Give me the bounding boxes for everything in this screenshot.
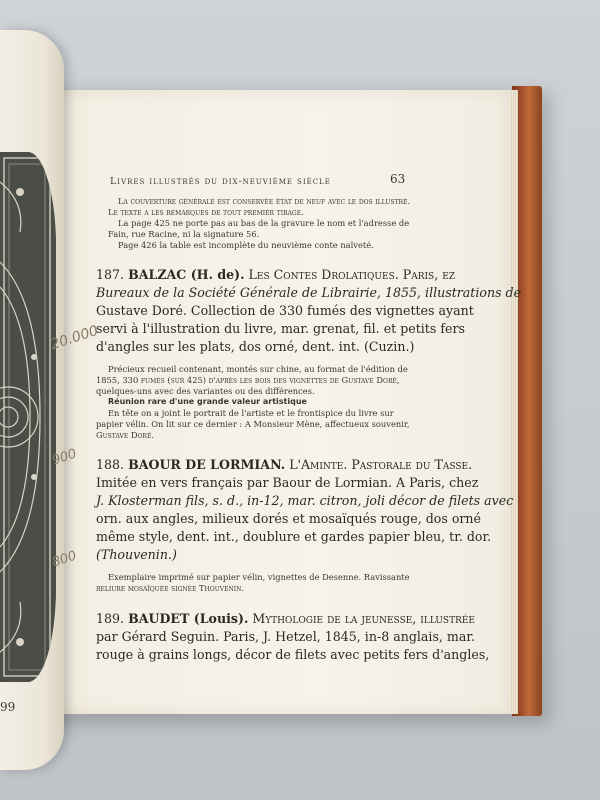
ornament-plate-image [0, 152, 56, 682]
entry-number: 187. [96, 267, 125, 282]
page-number: 63 [390, 172, 406, 186]
entry-line: orn. aux angles, milieux dorés et mosaïqués rouge, dos orné [96, 511, 481, 526]
facing-page [0, 30, 64, 770]
intro-note-line: La couverture générale est conservée état de neuf avec le dos illustré. [118, 196, 411, 206]
pencil-price-mark: 900 [50, 446, 79, 469]
entry-number: 188. [96, 457, 125, 472]
entry-188-first-line [96, 456, 472, 474]
entry-note-line: quelques-uns avec des variantes ou des différences. [96, 386, 315, 396]
entry-line: par Gérard Seguin. Paris, J. Hetzel, 1845, in-8 anglais, mar. [96, 629, 476, 644]
entry-note-line: Gustave Doré. [96, 430, 154, 440]
entry-note-line: reliure mosaïquée signée Thouvenin. [96, 583, 244, 593]
running-title: Livres illustrés du dix-neuvième siècle [110, 176, 331, 187]
entry-187-first-line [96, 266, 455, 284]
intro-note-line: La page 425 ne porte pas au bas de la gravure le nom et l'adresse de [118, 218, 410, 228]
pencil-price-mark: 20.000 [48, 322, 101, 354]
intro-note-line: Page 426 la table est incomplète du neuvième conte naïveté. [118, 240, 374, 250]
entry-number: 189. [96, 611, 125, 626]
intro-note-line: Le texte a les remarques de tout premier tirage. [108, 207, 304, 217]
entry-author: BAUDET (Louis). [128, 611, 249, 626]
entry-note-line: Précieux recueil contenant, montés sur chine, au format de l'édition de [108, 364, 408, 374]
entry-line: Imitée en vers français par Baour de Lormian. A Paris, chez [96, 475, 479, 490]
entry-line: servi à l'illustration du livre, mar. grenat, fil. et petits fers [96, 321, 465, 336]
entry-author: BALZAC (H. de). [128, 267, 245, 282]
entry-line: rouge à grains longs, décor de filets avec petits fers d'angles, [96, 647, 490, 662]
entry-line: d'angles sur les plats, dos orné, dent. int. (Cuzin.) [96, 339, 415, 354]
entry-189-first-line [96, 610, 475, 628]
entry-note-line: 1855, 330 fumés (sur 425) d'après les bois des vignettes de Gustave Doré, [96, 375, 400, 385]
entry-title: Les Contes Drolatiques. Paris, ez [248, 267, 456, 282]
entry-line: même style, dent. int., doublure et gardes papier bleu, tr. dor. [96, 529, 492, 544]
intro-note-line: Fain, rue Racine, ni la signature 56. [108, 229, 260, 239]
entry-title: L'Aminte. Pastorale du Tasse. [289, 457, 473, 472]
entry-note-line: En tête on a joint le portrait de l'artiste et le frontispice du livre sur [108, 408, 394, 418]
entry-line: (Thouvenin.) [96, 547, 177, 562]
entry-line: Gustave Doré. Collection de 330 fumés des vignettes ayant [96, 303, 474, 318]
entry-line: J. Klosterman fils, s. d., in-12, mar. citron, joli décor de filets avec [96, 493, 514, 508]
entry-note-line: papier vélin. On lit sur ce dernier : A Monsieur Mène, affectueux souvenir, [96, 419, 410, 429]
entry-author: BAOUR DE LORMIAN. [128, 457, 286, 472]
plate-page-number: 99 [0, 700, 16, 714]
entry-note-line: Exemplaire imprimé sur papier vélin, vignettes de Desenne. Ravissante [108, 572, 410, 582]
entry-note-emphasis: Réunion rare d'une grande valeur artistique [108, 397, 307, 406]
entry-line: Bureaux de la Société Générale de Librairie, 1855, illustrations de [96, 285, 522, 300]
entry-title: Mythologie de la jeunesse, illustrée [252, 611, 475, 626]
pencil-price-mark: 800 [50, 548, 79, 571]
